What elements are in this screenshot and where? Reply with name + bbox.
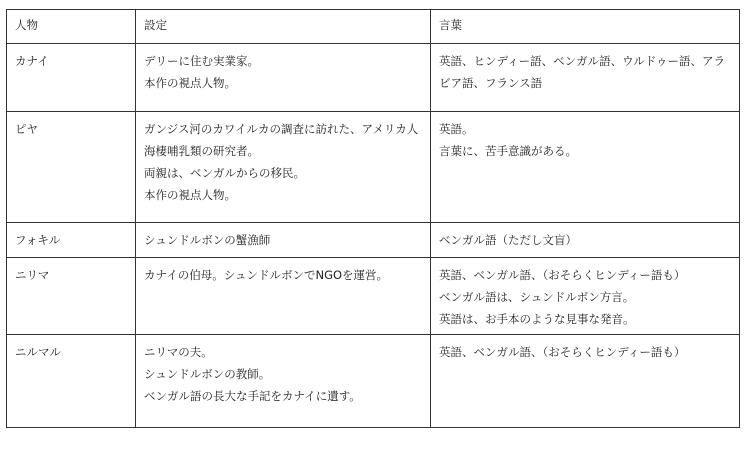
language-line: ベンガル語は、シュンドルボン方言。 bbox=[439, 290, 635, 304]
language-line: 英語。 bbox=[439, 122, 474, 136]
header-setting: 設定 bbox=[136, 10, 431, 44]
character-table bbox=[6, 9, 740, 428]
header-character: 人物 bbox=[7, 10, 136, 44]
character-name: ピヤ bbox=[7, 112, 136, 223]
setting-line: ガンジス河のカワイルカの調査に訪れた、アメリカ人海棲哺乳類の研究者。 bbox=[144, 122, 419, 158]
character-name: フォキル bbox=[7, 223, 136, 258]
setting-line: ニリマの夫。 bbox=[144, 345, 213, 359]
language-line: 英語は、お手本のような見事な発音。 bbox=[439, 312, 635, 326]
character-name: ニルマル bbox=[7, 335, 136, 428]
setting-line: デリーに住む実業家。 bbox=[144, 54, 259, 68]
character-setting bbox=[136, 44, 431, 112]
table-row bbox=[7, 223, 740, 258]
character-language bbox=[431, 335, 740, 428]
table-row bbox=[7, 112, 740, 223]
character-language bbox=[431, 258, 740, 335]
language-line: 英語、ベンガル語、（おそらくヒンディー語も） bbox=[439, 345, 686, 359]
header-language: 言葉 bbox=[431, 10, 740, 44]
table-header-row bbox=[7, 10, 740, 44]
setting-line: 両親は、ベンガルからの移民。 bbox=[144, 166, 305, 180]
table-row bbox=[7, 335, 740, 428]
setting-line: シュンドルボンの蟹漁師 bbox=[144, 233, 271, 247]
character-setting bbox=[136, 223, 431, 258]
character-language bbox=[431, 112, 740, 223]
table-row bbox=[7, 44, 740, 112]
setting-line: 本作の視点人物。 bbox=[144, 76, 236, 90]
table-row bbox=[7, 258, 740, 335]
setting-line: ベンガル語の長大な手記をカナイに遺す。 bbox=[144, 389, 361, 403]
language-line: 言葉に、苦手意識がある。 bbox=[439, 144, 577, 158]
character-name: カナイ bbox=[7, 44, 136, 112]
character-language bbox=[431, 44, 740, 112]
language-line: 英語、ヒンディー語、ベンガル語、ウルドゥー語、アラビア語、フランス語 bbox=[439, 54, 725, 90]
language-line: 英語、ベンガル語、（おそらくヒンディー語も） bbox=[439, 268, 686, 282]
character-setting bbox=[136, 335, 431, 428]
setting-line: シュンドルボンの教師。 bbox=[144, 367, 271, 381]
character-language bbox=[431, 223, 740, 258]
setting-line: カナイの伯母。シュンドルボンでNGOを運営。 bbox=[144, 268, 389, 282]
setting-line: 本作の視点人物。 bbox=[144, 188, 236, 202]
language-line: ベンガル語（ただし文盲） bbox=[439, 233, 577, 247]
character-setting bbox=[136, 258, 431, 335]
character-name: ニリマ bbox=[7, 258, 136, 335]
character-setting bbox=[136, 112, 431, 223]
